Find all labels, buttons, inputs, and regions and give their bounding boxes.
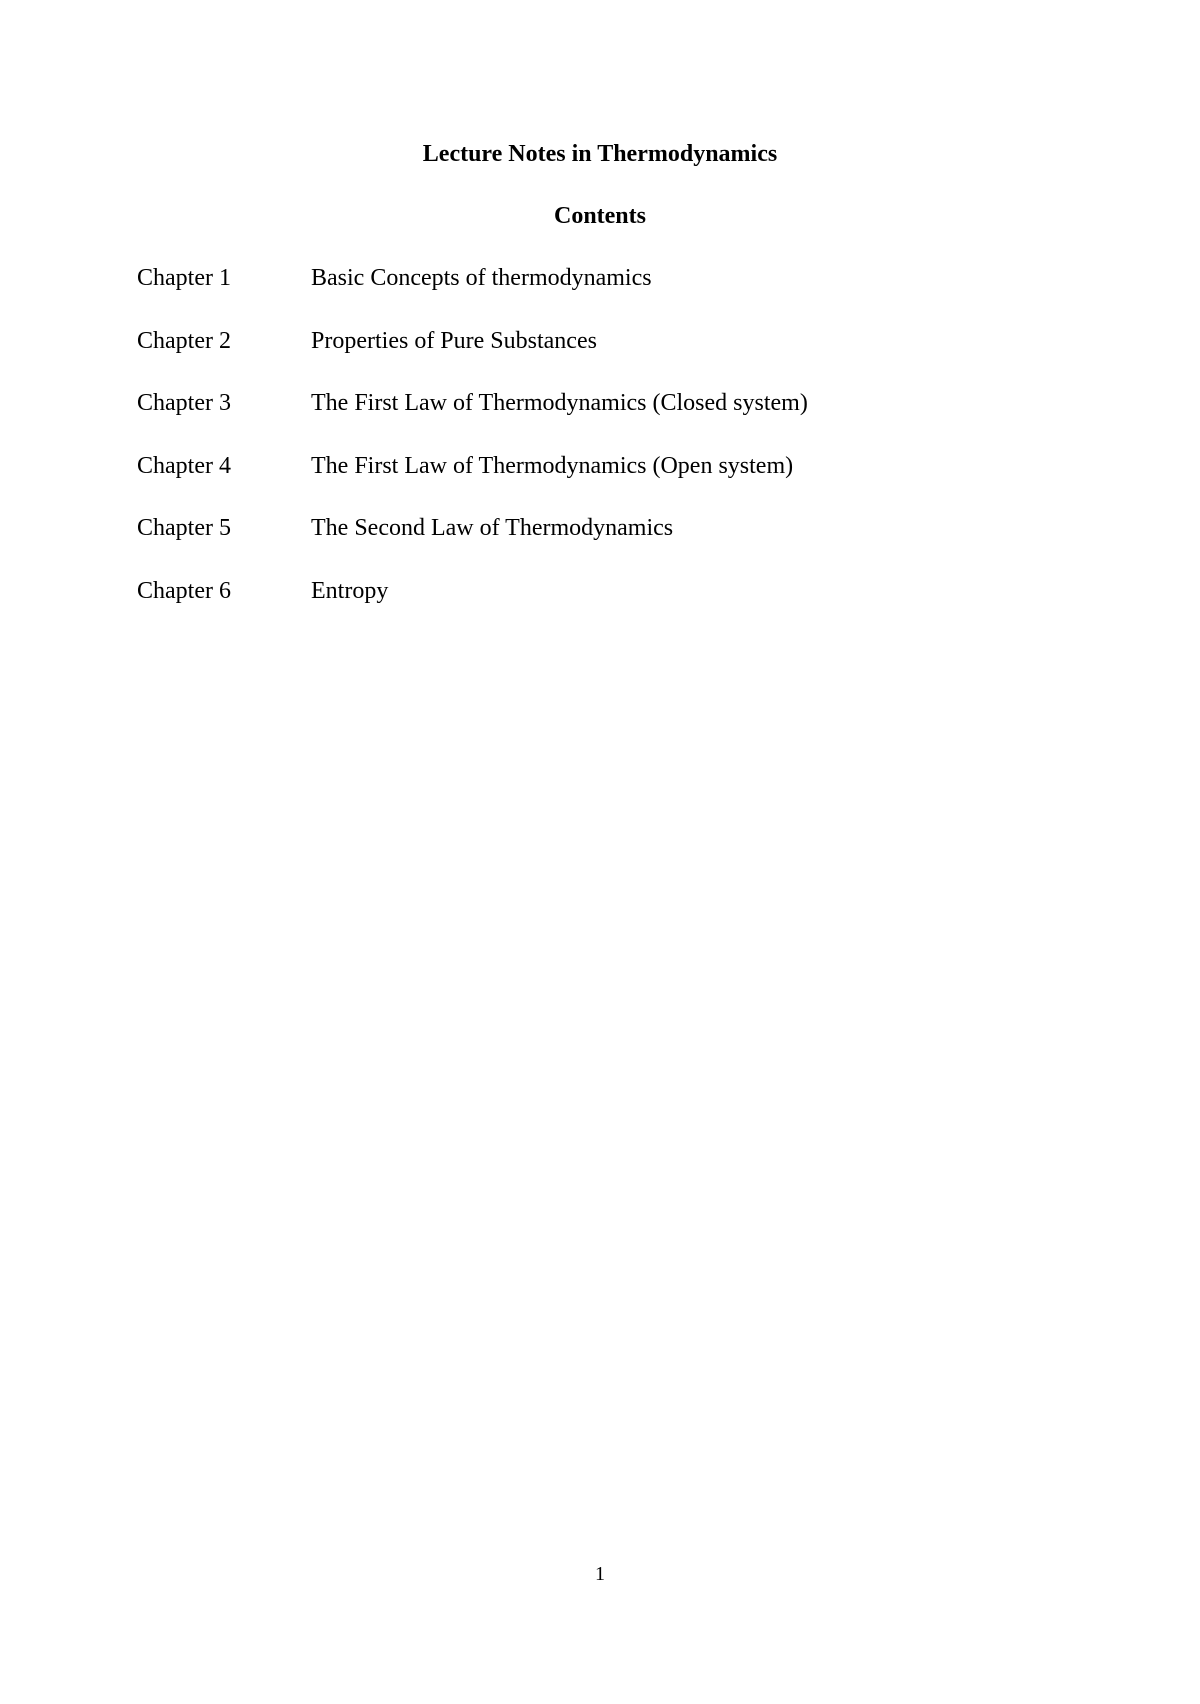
toc-entry-chapter-2 [137,326,808,389]
toc-chapter-title: Properties of Pure Substances [311,327,597,354]
toc-chapter-label: Chapter 5 [137,515,231,541]
toc-chapter-label: Chapter 4 [137,452,231,479]
contents-heading: Contents [553,203,646,229]
toc-entry-chapter-1 [137,263,808,326]
toc-chapter-label: Chapter 6 [137,577,231,604]
toc-chapter-title: The First Law of Thermodynamics (Open system) [311,452,794,479]
toc-chapter-title: The First Law of Thermodynamics (Closed system) [311,390,808,416]
toc-chapter-label: Chapter 1 [137,265,231,291]
toc-entry-chapter-5 [137,513,808,576]
toc-chapter-title: Basic Concepts of thermodynamics [311,265,652,291]
toc-chapter-title: Entropy [311,577,389,604]
page-number: 1 [595,1563,605,1585]
toc-chapter-title: The Second Law of Thermodynamics [311,515,674,541]
table-of-contents [137,263,808,638]
document-title: Lecture Notes in Thermodynamics [422,141,778,167]
toc-entry-chapter-4 [137,451,808,514]
toc-chapter-label: Chapter 3 [137,390,231,416]
toc-entry-chapter-3 [137,388,808,451]
toc-chapter-label: Chapter 2 [137,327,231,354]
toc-entry-chapter-6 [137,576,808,639]
